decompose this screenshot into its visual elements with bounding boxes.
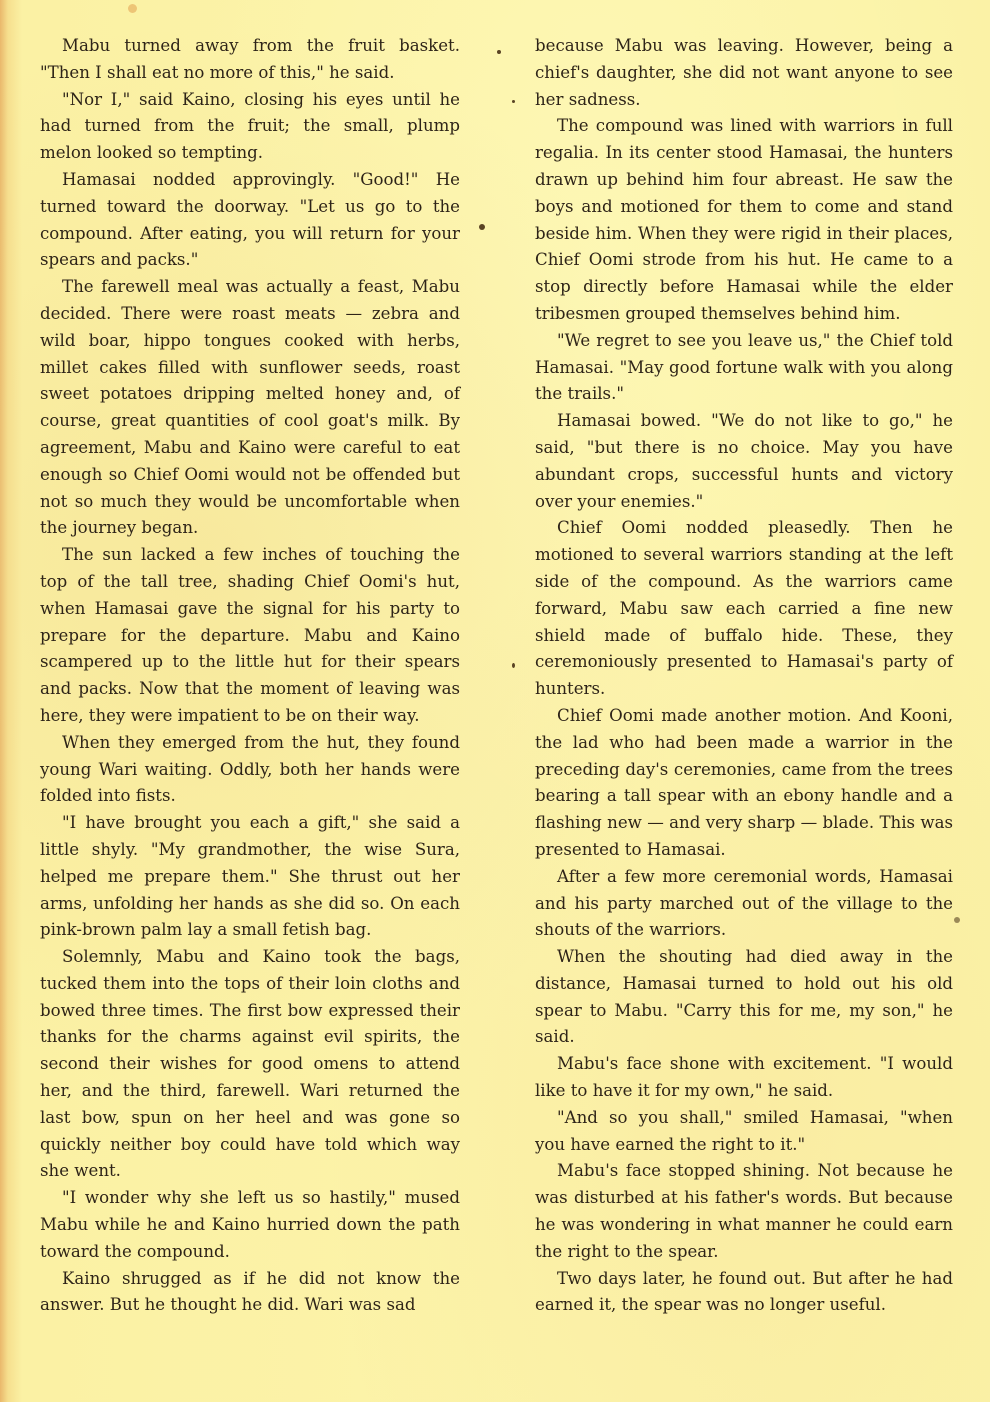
paragraph: When they emerged from the hut, they found young Wari waiting. Oddly, both her hands were folded into fists. <box>40 732 460 806</box>
paragraph: "We regret to see you leave us," the Chief told Hamasai. "May good fortune walk with you along the trails." <box>535 330 953 404</box>
ink-speck <box>954 917 960 923</box>
paragraph: Mabu's face stopped shining. Not because he was disturbed at his father's words. But because he was wondering in what manner he could earn the right to the spear. <box>535 1161 953 1261</box>
left-column <box>40 33 460 1319</box>
paragraph: Two days later, he found out. But after he had earned it, the spear was no longer useful. <box>535 1268 953 1315</box>
paragraph: Mabu's face shone with excitement. "I would like to have it for my own," he said. <box>535 1054 953 1101</box>
right-column <box>535 33 953 1319</box>
paragraph: Kaino shrugged as if he did not know the answer. But he thought he did. Wari was sad <box>40 1268 460 1315</box>
paragraph: "Nor I," said Kaino, closing his eyes until he had turned from the fruit; the small, plump melon looked so tempting. <box>40 89 460 163</box>
ink-speck <box>512 663 515 668</box>
paragraph: Hamasai nodded approvingly. "Good!" He turned toward the doorway. "Let us go to the compound. After eating, you will return for your spears and packs." <box>40 169 460 270</box>
paragraph: When the shouting had died away in the distance, Hamasai turned to hold out his old spear to Mabu. "Carry this for me, my son," he said. <box>535 947 953 1047</box>
paragraph: Solemnly, Mabu and Kaino took the bags, tucked them into the tops of their loin cloths and bowed three times. The first bow expressed their thanks for the charms against evil spirits, the second their wishes for good omens to attend her, and the third, farewell. Wari returned the last bow, spun on her heel and was gone so quickly neither boy could have told which way she went. <box>40 947 460 1181</box>
paragraph: Chief Oomi nodded pleasedly. Then he motioned to several warriors standing at the left side of the compound. As the warriors came forward, Mabu saw each carried a fine new shield made of buffalo hide. These, they ceremoniously presented to Hamasai's party of hunters. <box>535 518 953 699</box>
paragraph: The farewell meal was actually a feast, Mabu decided. There were roast meats — zebra and wild boar, hippo tongues cooked with herbs, millet cakes filled with sunflower seeds, roast sweet potatoes dripping melted honey and, of course, great quantities of cool goat's milk. By agreement, Mabu and Kaino were careful to eat enough so Chief Oomi would not be offended but not so much they would be uncomfortable when the journey began. <box>40 277 460 538</box>
paragraph: "I have brought you each a gift," she said a little shyly. "My grandmother, the wise Sura, helped me prepare them." She thrust out her arms, unfolding her hands as she did so. On each pink-brown palm lay a small fetish bag. <box>40 813 460 940</box>
paragraph: After a few more ceremonial words, Hamasai and his party marched out of the village to the shouts of the warriors. <box>535 866 953 940</box>
paper-stain <box>128 4 137 13</box>
paragraph: Chief Oomi made another motion. And Kooni, the lad who had been made a warrior in the preceding day's ceremonies, came from the trees bearing a tall spear with an ebony handle and a flashing new — and very sharp — blade. This was presented to Hamasai. <box>535 705 953 859</box>
paragraph: "And so you shall," smiled Hamasai, "when you have earned the right to it." <box>535 1107 953 1154</box>
continued-paragraph: because Mabu was leaving. However, being a chief's daughter, she did not want anyone to see her sadness. <box>535 36 953 109</box>
paragraph: Mabu turned away from the fruit basket. "Then I shall eat no more of this," he said. <box>40 36 460 82</box>
paragraph: "I wonder why she left us so hastily," mused Mabu while he and Kaino hurried down the path toward the compound. <box>40 1188 460 1261</box>
paragraph: The sun lacked a few inches of touching the top of the tall tree, shading Chief Oomi's hut, when Hamasai gave the signal for his party to prepare for the departure. Mabu and Kaino scampered up to the little hut for their spears and packs. Now that the moment of leaving was here, they were impatient to be on their way. <box>40 545 460 725</box>
paragraph: The compound was lined with warriors in full regalia. In its center stood Hamasai, the hunters drawn up behind him four abreast. He saw the boys and motioned for them to come and stand beside him. When they were rigid in their places, Chief Oomi strode from his hut. He came to a stop directly before Hamasai while the elder tribesmen grouped themselves behind him. <box>535 116 953 323</box>
ink-speck <box>479 224 485 230</box>
paragraph: Hamasai bowed. "We do not like to go," he said, "but there is no choice. May you have abundant crops, successful hunts and victory over your enemies." <box>535 411 953 511</box>
ink-speck <box>497 50 501 54</box>
ink-speck <box>512 100 515 103</box>
